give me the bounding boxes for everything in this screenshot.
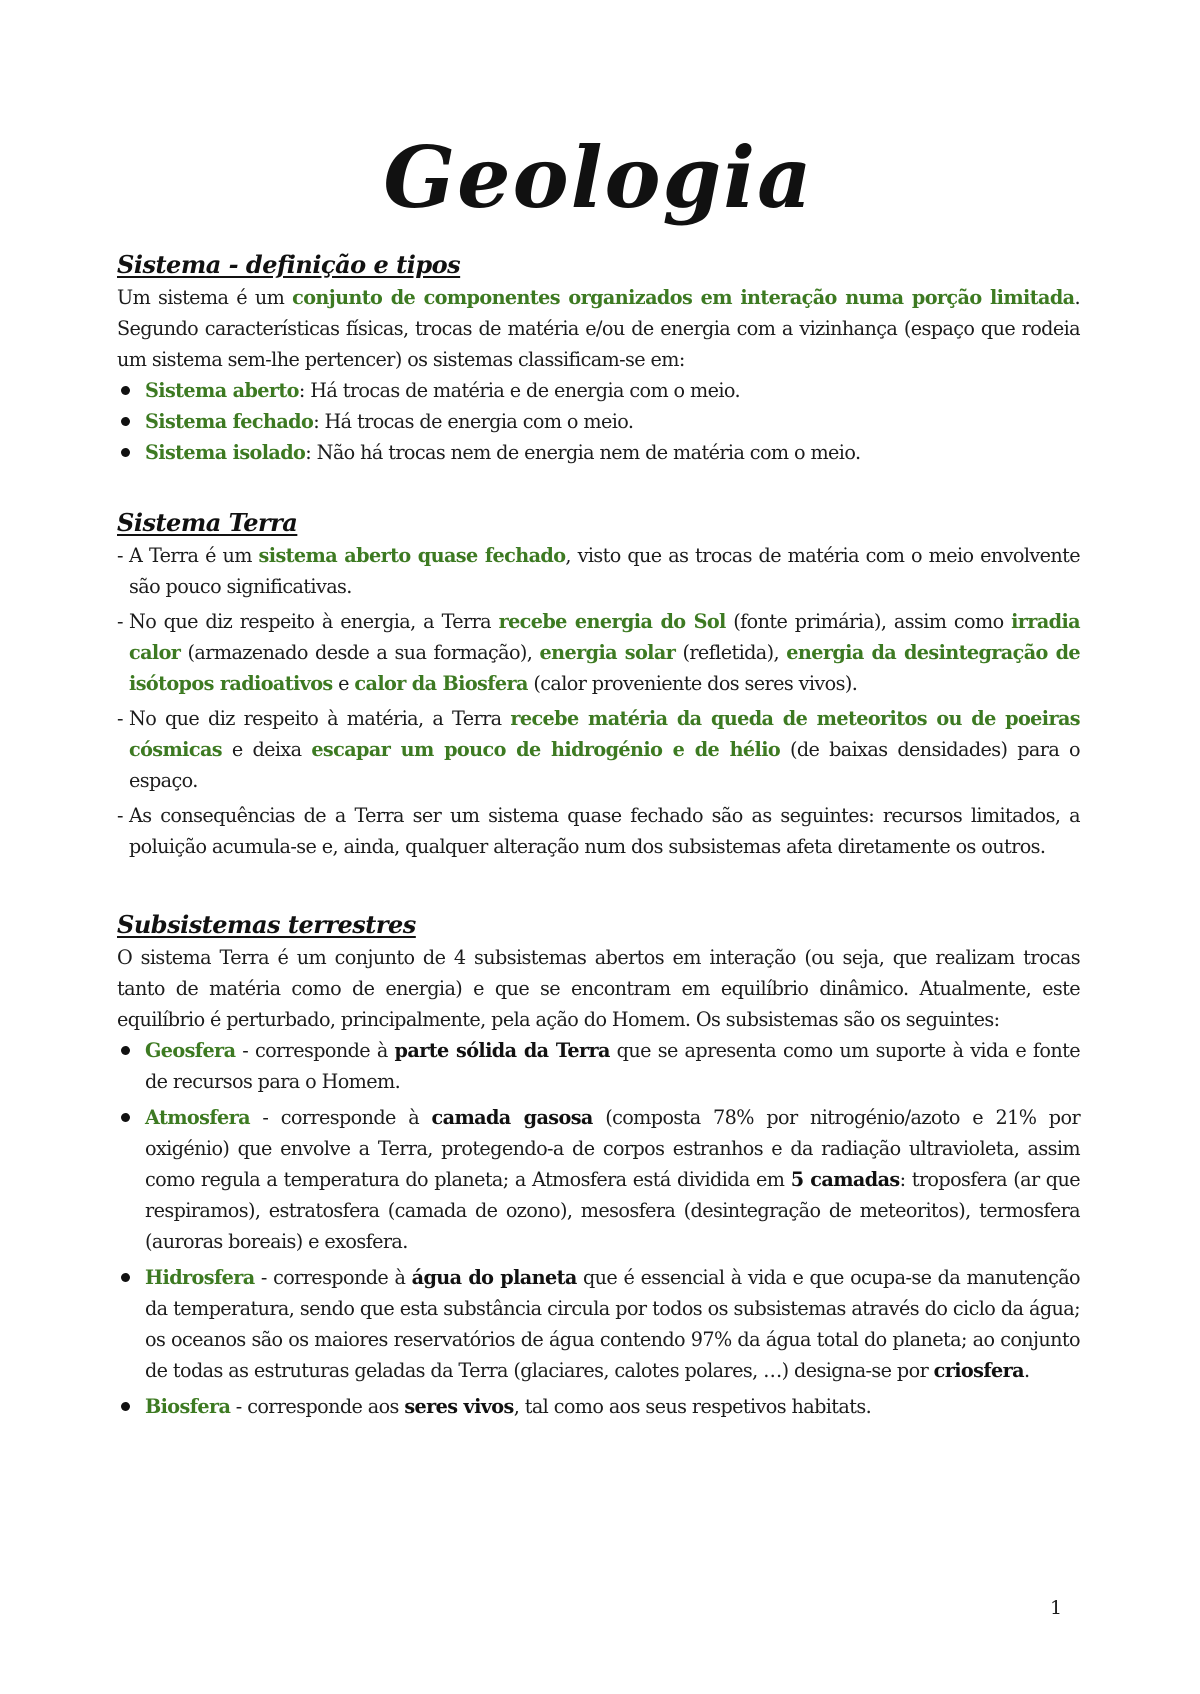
list-item (117, 375, 1080, 406)
highlight-text: conjunto de componentes organizados em interação numa porção limitada (292, 286, 1075, 309)
list-item (117, 406, 1080, 437)
highlight-text: escapar um pouco de hidrogénio e de hélio (311, 738, 781, 761)
text-run: - corresponde à (235, 1039, 395, 1062)
bold-text: seres vivos (404, 1395, 514, 1418)
page-number: 1 (1050, 1597, 1063, 1619)
section-heading: Sistema Terra (117, 508, 298, 537)
term: Sistema aberto (145, 379, 299, 402)
text-run: (refletida), (675, 641, 787, 664)
definition: : Não há trocas nem de energia nem de matéria com o meio. (305, 441, 861, 464)
text-run: , visto que as trocas de matéria com o meio envolvente são pouco significativas. (129, 544, 1080, 598)
text-run: - corresponde à (254, 1266, 412, 1289)
text-run: . (1023, 1359, 1030, 1382)
term: Atmosfera (145, 1106, 250, 1129)
list-item (117, 703, 1080, 796)
highlight-text: energia solar (539, 641, 676, 664)
text-run: e deixa (222, 738, 312, 761)
text-run: (de baixas densidades) para o espaço. (129, 738, 1080, 792)
highlight-text: sistema aberto quase fechado (258, 544, 566, 567)
text-run: (fonte primária), assim como (725, 610, 1012, 633)
list-item (117, 606, 1080, 699)
text-run: - corresponde à (249, 1106, 432, 1129)
term: Sistema isolado (145, 441, 306, 464)
definition: : Há trocas de matéria e de energia com o meio. (298, 379, 740, 402)
bold-text: parte sólida da Terra (394, 1039, 610, 1062)
text-run: (armazenado desde a sua formação), (180, 641, 540, 664)
list-item-geosfera (117, 1035, 1080, 1097)
paragraph: O sistema Terra é um conjunto de 4 subsistemas abertos em interação (ou seja, que realizam trocas tanto de matéria como de energia) e que se encontram em equilíbrio dinâmico. Atualmente, este equilíbrio é perturbado, principalmente, pela ação do Homem. Os subsistemas são os seguintes: (117, 946, 1080, 1031)
text-run: que é essencial à vida e que ocupa-se da manutenção da temperatura, sendo que esta substância circula por todos os subsistemas através do ciclo da água; os oceanos são os maiores reservatórios de água contendo 97% da água total do planeta; ao conjunto de todas as estruturas geladas da Terra (glaciares, calotes polares, …) designa-se por (145, 1266, 1081, 1382)
term: Biosfera (145, 1395, 231, 1418)
highlight-text: recebe energia do Sol (498, 610, 726, 633)
section-subsistemas (117, 908, 1080, 1422)
text-run: A Terra é um (129, 544, 259, 567)
term: Hidrosfera (145, 1266, 255, 1289)
bold-text: criosfera (933, 1359, 1024, 1382)
list-item-hidrosfera (117, 1262, 1080, 1386)
system-types-list (117, 375, 1080, 468)
subsystems-list (117, 1035, 1080, 1422)
highlight-text: calor da Biosfera (354, 672, 528, 695)
bold-text: camada gasosa (431, 1106, 593, 1129)
text-run: (calor proveniente dos seres vivos). (527, 672, 858, 695)
text-run: e (332, 672, 355, 695)
list-item-biosfera (117, 1391, 1080, 1422)
text-run: (composta 78% por nitrogénio/azoto e 21% por oxigénio) que envolve a Terra, protegendo-a de corpos estranhos e da radiação ultravioleta, assim como regula a temperatura do planeta; a Atmosfera está dividida em (145, 1106, 1081, 1191)
text-run: , tal como aos seus respetivos habitats. (513, 1395, 872, 1418)
section-sistema-terra (117, 506, 1080, 862)
text-run: No que diz respeito à matéria, a Terra (129, 707, 511, 730)
bold-text: água do planeta (411, 1266, 577, 1289)
definition: : Há trocas de energia com o meio. (313, 410, 634, 433)
text-run: Um sistema é um (117, 286, 293, 309)
text-run: As consequências de a Terra ser um sistema quase fechado são as seguintes: recursos limitados, a poluição acumula-se e, ainda, qualquer alteração num dos subsistemas afeta diretamente os outros. (129, 804, 1080, 858)
term: Sistema fechado (145, 410, 314, 433)
paragraph (117, 282, 1080, 375)
text-run: No que diz respeito à energia, a Terra (129, 610, 499, 633)
list-item (117, 437, 1080, 468)
list-item-atmosfera (117, 1102, 1080, 1257)
text-run: que se apresenta como um suporte à vida e fonte de recursos para o Homem. (145, 1039, 1080, 1093)
section-heading: Sistema - definição e tipos (117, 250, 461, 279)
highlight-text: energia da desintegração de isótopos radioativos (129, 641, 1080, 695)
list-item (117, 540, 1080, 602)
highlight-text: recebe matéria da queda de meteoritos ou de poeiras cósmicas (129, 707, 1081, 761)
sistema-terra-list (117, 540, 1080, 862)
text-run: . Segundo características físicas, trocas de matéria e/ou de energia com a vizinhança (espaço que rodeia um sistema sem-lhe pertencer) os sistemas classificam-se em: (117, 286, 1080, 371)
section-sistema-definicao (117, 248, 1080, 468)
term: Geosfera (145, 1039, 236, 1062)
bold-text: 5 camadas (790, 1168, 900, 1191)
document-title: Geologia (383, 128, 814, 227)
list-item (117, 800, 1080, 862)
highlight-text: irradia calor (129, 610, 1080, 664)
text-run: - corresponde aos (230, 1395, 405, 1418)
text-run: : troposfera (ar que respiramos), estratosfera (camada de ozono), mesosfera (desintegração de meteoritos), termosfera (auroras boreais) e exosfera. (145, 1168, 1080, 1253)
section-heading: Subsistemas terrestres (117, 910, 416, 939)
